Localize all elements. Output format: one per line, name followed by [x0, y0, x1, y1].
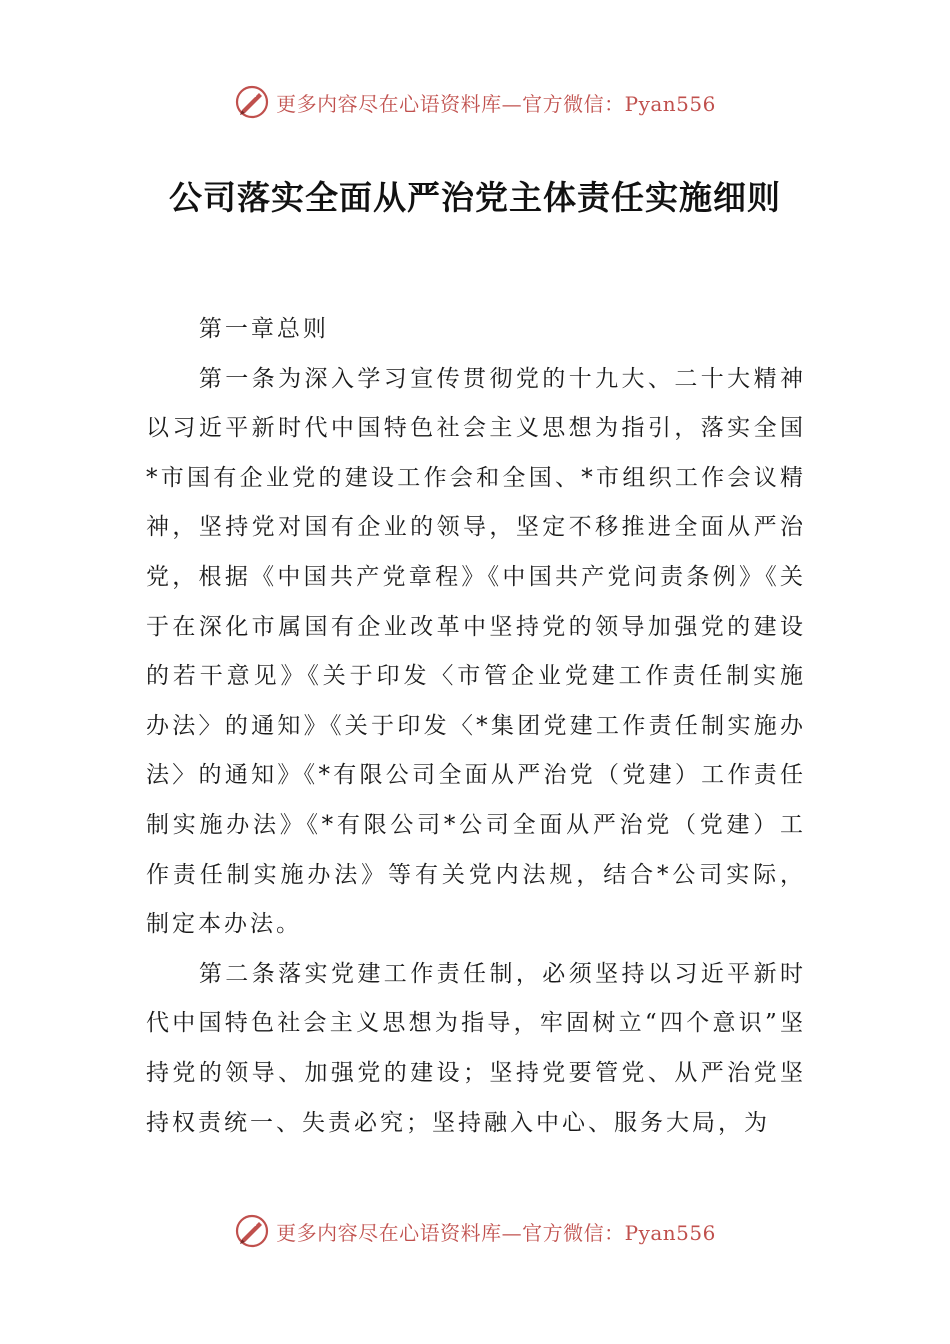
paragraph-article-1: 第一条为深入学习宣传贯彻党的十九大、二十大精神以习近平新时代中国特色社会主义思想为指引，落实全国*市国有企业党的建设工作会和全国、*市组织工作会议精神，坚持党对国有企业的领导，坚定不移推进全面从严治党，根据《中国共产党章程》《中国共产党问责条例》《关于在深化市属国有企业改革中坚持党的领导加强党的建设的若干意见》《关于印发〈市管企业党建工作责任制实施办法〉的通知》《关于印发〈*集团党建工作责任制实施办法〉的通知》《*有限公司全面从严治党（党建）工作责任制实施办法》《*有限公司*公司全面从严治党（党建）工作责任制实施办法》等有关党内法规，结合*公司实际，制定本办法。 — [146, 365, 806, 938]
paragraph-article-2: 第二条落实党建工作责任制，必须坚持以习近平新时代中国特色社会主义思想为指导，牢固树立“四个意识”坚持党的领导、加强党的建设；坚持党要管党、从严治党坚持权责统一、失责必究；坚持融入中心、服务大局，为 — [146, 960, 806, 1136]
chapter-heading: 第一章总则 — [198, 316, 329, 342]
header-banner — [0, 82, 950, 122]
footer-banner — [0, 1211, 950, 1251]
footer-banner-text: 更多内容尽在心语资料库—官方微信：Pyan556 — [276, 1220, 716, 1245]
document-body — [146, 305, 806, 1148]
document-title: 公司落实全面从严治党主体责任实施细则 — [169, 178, 781, 217]
pen-logo-icon — [234, 1213, 270, 1249]
pen-logo-icon — [234, 84, 270, 120]
header-banner-text: 更多内容尽在心语资料库—官方微信：Pyan556 — [276, 91, 716, 116]
